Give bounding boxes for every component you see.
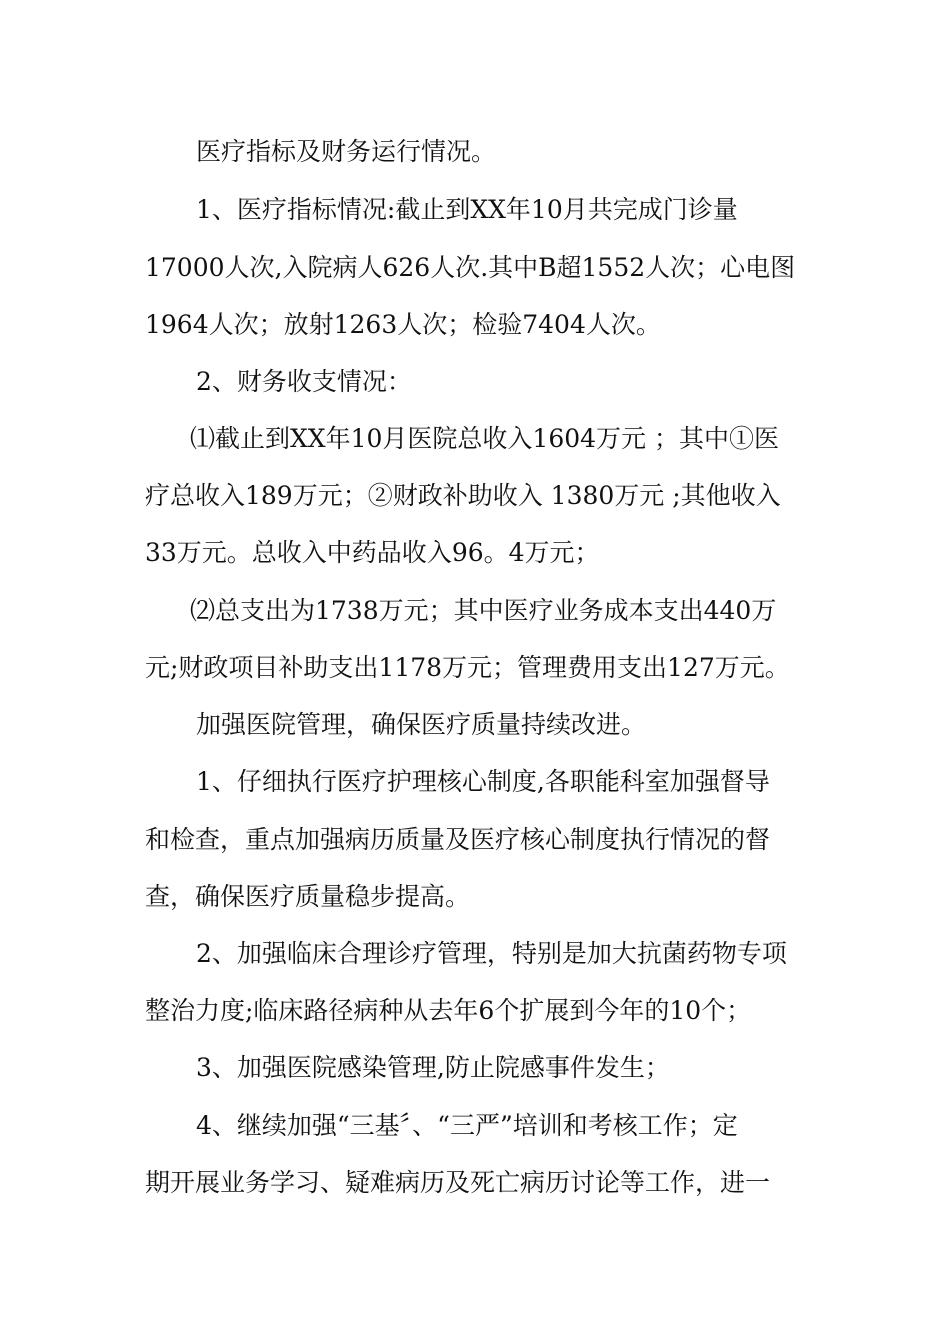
text-line: 3、加强医院感染管理,防止院感事件发生；	[196, 1053, 670, 1082]
text-line: 查，确保医疗质量稳步提高。	[145, 882, 471, 911]
text-line: 元;财政项目补助支出1178万元；管理费用支出127万元。	[145, 653, 790, 682]
paragraph-heading-medical-finance	[0, 132, 950, 172]
text-line: 期开展业务学习、疑难病历及死亡病历讨论等工作，进一	[145, 1168, 771, 1197]
text-line: 和检查，重点加强病历质量及医疗核心制度执行情况的督	[145, 825, 771, 854]
paragraph-line	[0, 877, 950, 917]
text-line: 2、财务收支情况：	[196, 367, 412, 396]
paragraph-line	[0, 591, 950, 631]
text-line: 加强医院管理，确保医疗质量持续改进。	[196, 710, 647, 739]
paragraph-line	[0, 362, 950, 402]
paragraph-line	[0, 419, 950, 459]
text-line: 17000人次,入院病人626人次.其中B超1552人次；心电图	[145, 253, 796, 282]
paragraph-line	[0, 1048, 950, 1088]
text-line: 33万元。总收入中药品收入96。4万元；	[145, 538, 600, 567]
paragraph-line	[0, 1163, 950, 1203]
paragraph-heading-management	[0, 705, 950, 745]
text-line: 1、仔细执行医疗护理核心制度,各职能科室加强督导	[196, 767, 770, 796]
paragraph-line	[0, 1106, 950, 1146]
text-line: ⑵总支出为1738万元；其中医疗业务成本支出440万	[190, 596, 777, 625]
paragraph-line	[0, 190, 950, 230]
paragraph-line	[0, 248, 950, 288]
paragraph-line	[0, 305, 950, 345]
text-line: 1、医疗指标情况:截止到XX年10月共完成门诊量	[196, 195, 738, 224]
paragraph-line	[0, 533, 950, 573]
text-line: 疗总收入189万元；②财政补助收入 1380万元 ;其他收入	[145, 481, 781, 510]
paragraph-line	[0, 934, 950, 974]
paragraph-line	[0, 648, 950, 688]
text-line: ⑴截止到XX年10月医院总收入1604万元 ；其中①医	[190, 424, 779, 453]
text-line: 4、继续加强“三基〞、“三严”培训和考核工作；定	[196, 1111, 738, 1140]
paragraph-line	[0, 476, 950, 516]
paragraph-line	[0, 762, 950, 802]
text-line: 医疗指标及财务运行情况。	[196, 137, 497, 166]
text-line: 2、加强临床合理诊疗管理，特别是加大抗菌药物专项	[196, 939, 787, 968]
paragraph-line	[0, 991, 950, 1031]
paragraph-line	[0, 820, 950, 860]
text-line: 1964人次；放射1263人次；检验7404人次。	[145, 310, 661, 339]
text-line: 整治力度;临床路径病种从去年6个扩展到今年的10个；	[145, 996, 752, 1025]
